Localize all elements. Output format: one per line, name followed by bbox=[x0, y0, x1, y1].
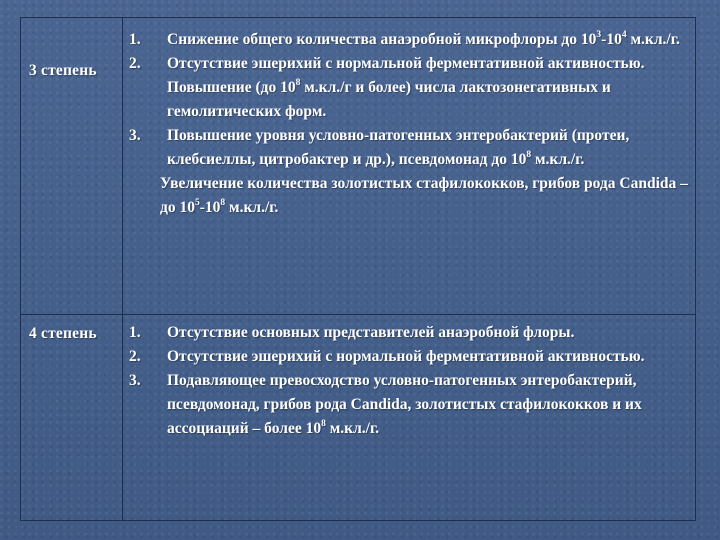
item-number: 2. bbox=[129, 348, 141, 365]
item-text: Отсутствие эшерихий с нормальной ферментативной активностью. Повышение (до $10^8$ м.кл./г и более) числа лактозонегативных и гемолитических форм. bbox=[167, 55, 645, 120]
item-number: 1. bbox=[129, 31, 141, 48]
list-item bbox=[21, 321, 697, 345]
item-text: Отсутствие эшерихий с нормальной ферментативной активностью. bbox=[167, 348, 645, 365]
list-item bbox=[21, 52, 697, 124]
item-text: Повышение уровня условно-патогенных энтеробактерий (протеи, клебсиеллы, цитробактер и др.), псевдомонад до $10^8$ м.кл./г. bbox=[167, 127, 630, 168]
degree-3-criteria-list bbox=[21, 28, 697, 220]
list-item bbox=[21, 345, 697, 369]
item-text: Подавляющее превосходство условно-патогенных энтеробактерий, псевдомонад, грибов рода Candida, золотистых стафилококков и их ассоциаций – более $10^8$ м.кл./г. bbox=[167, 372, 642, 437]
list-item bbox=[21, 124, 697, 172]
item-number: 1. bbox=[129, 324, 141, 341]
item-number: 3. bbox=[129, 372, 141, 389]
item-text: Снижение общего количества анаэробной микрофлоры до $10^3-10^4$ м.кл./г. bbox=[167, 29, 680, 48]
degree-label-3: 3 степень bbox=[29, 62, 97, 79]
classification-table bbox=[20, 17, 696, 521]
item-number: 2. bbox=[129, 55, 141, 72]
item-text: Отсутствие основных представителей анаэробной флоры. bbox=[167, 324, 575, 341]
row-divider bbox=[21, 314, 695, 315]
item-number: 3. bbox=[129, 127, 141, 144]
degree-label-4: 4 степень bbox=[29, 325, 97, 342]
item-text: Увеличение количества золотистых стафилококков, грибов рода Candida – до $10^5-10^8$ м.кл./г. bbox=[160, 175, 688, 216]
list-item bbox=[21, 172, 697, 220]
degree-4-criteria-list bbox=[21, 321, 697, 441]
list-item bbox=[21, 369, 697, 441]
list-item bbox=[21, 28, 697, 52]
